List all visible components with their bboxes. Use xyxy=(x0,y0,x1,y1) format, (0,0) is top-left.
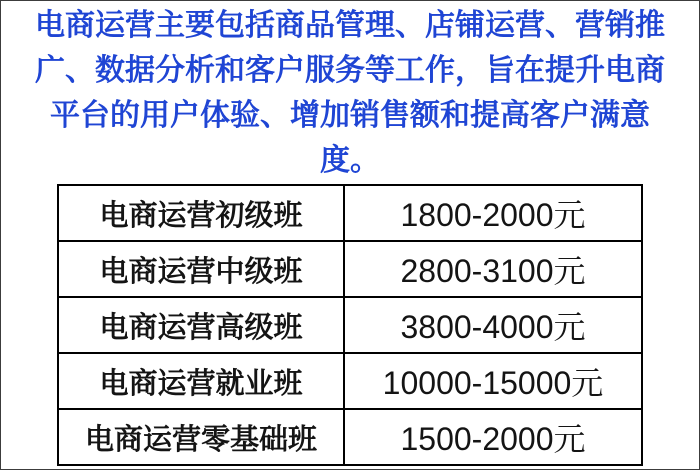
price-cell: 2800-3100元 xyxy=(344,241,642,297)
table-row xyxy=(58,353,642,409)
price-cell: 1800-2000元 xyxy=(344,185,642,241)
intro-line: 广、数据分析和客户服务等工作，旨在提升电商 xyxy=(35,54,665,87)
course-name-cell: 电商运营初级班 xyxy=(58,185,344,241)
table-row xyxy=(58,185,642,241)
course-name-cell: 电商运营就业班 xyxy=(58,353,344,409)
intro-line: 电商运营主要包括商品管理、店铺运营、营销推 xyxy=(35,9,665,42)
table-row xyxy=(58,241,642,297)
course-name-cell: 电商运营高级班 xyxy=(58,297,344,353)
course-price-table xyxy=(57,184,643,466)
table-row xyxy=(58,297,642,353)
course-name-cell: 电商运营中级班 xyxy=(58,241,344,297)
price-cell: 1500-2000元 xyxy=(344,409,642,465)
intro-line: 度。 xyxy=(320,144,380,177)
price-cell: 10000-15000元 xyxy=(344,353,642,409)
course-name-cell: 电商运营零基础班 xyxy=(58,409,344,465)
table-row xyxy=(58,409,642,465)
price-cell: 3800-4000元 xyxy=(344,297,642,353)
intro-paragraph xyxy=(0,0,700,183)
intro-line: 平台的用户体验、增加销售额和提高客户满意 xyxy=(50,99,650,132)
